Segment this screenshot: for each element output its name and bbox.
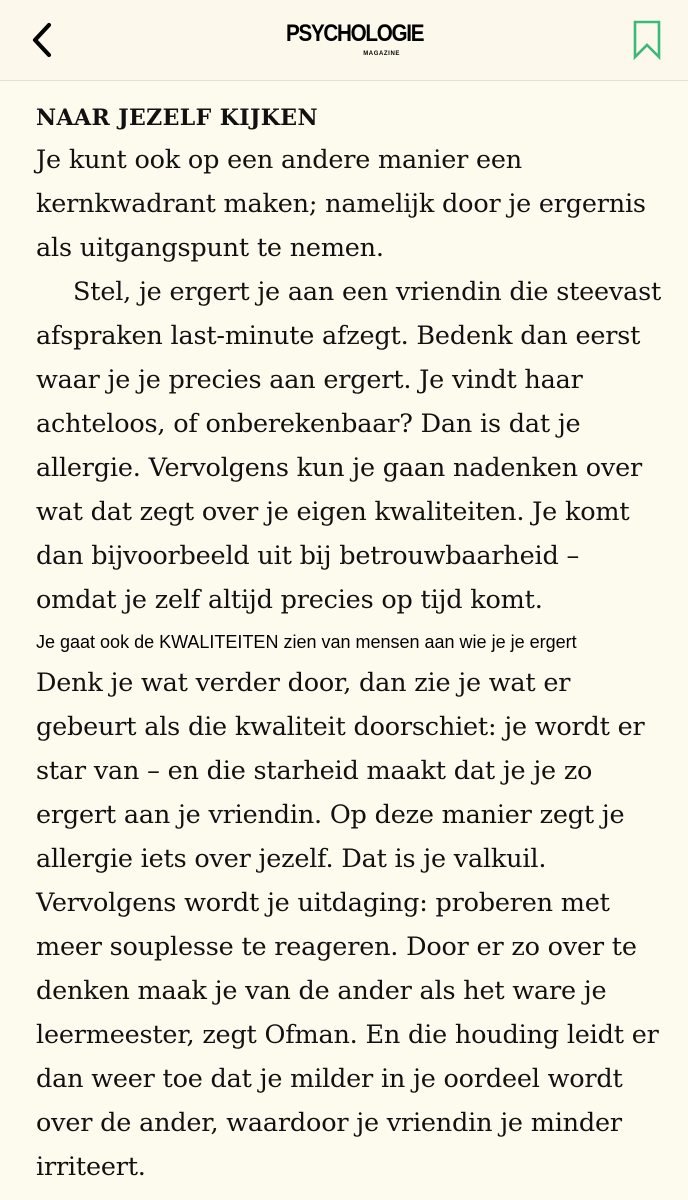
highlight-annotation: Je gaat ook de KWALITEITEN zien van mensen aan wie je je ergert	[36, 632, 577, 652]
article-paragraph-1: Je kunt ook op een andere manier een kernkwadrant maken; namelijk door je ergernis als uitgangspunt te nemen.	[36, 145, 646, 263]
logo-text: PSYCHOLOGIE	[286, 20, 424, 47]
article-paragraph-2: Stel, je ergert je aan een vriendin die steevast afspraken last-minute afzegt. Bedenk dan eerst waar je je precies aan ergert. Je vindt haar achteloos, of onberekenbaar? Dan is dat je allergie. Vervolgens kun je gaan nadenken over wat dat zegt over je eigen kwaliteiten. Je komt dan bijvoorbeeld uit bij betrouwbaarheid – omdat je zelf altijd precies op tijd komt.	[36, 277, 662, 615]
logo-subtext: MAGAZINE	[363, 51, 400, 57]
top-bar	[0, 0, 688, 81]
article-body	[36, 98, 666, 1189]
section-heading: NAAR JEZELF KIJKEN	[36, 105, 318, 131]
back-button[interactable]	[22, 20, 62, 60]
bookmark-button[interactable]	[628, 16, 666, 64]
bookmark-icon	[632, 20, 662, 60]
chevron-left-icon	[30, 22, 54, 58]
article-paragraph-3: Denk je wat verder door, dan zie je wat er gebeurt als die kwaliteit doorschiet: je wordt er star van – en die starheid maakt dat je je zo ergert aan je vriendin. Op deze manier zegt je allergie iets over jezelf. Dat is je valkuil. Vervolgens wordt je uitdaging: proberen met meer souplesse te reageren. Door er zo over te denken maak je van de ander als het ware je leermeester, zegt Ofman. En die houding leidt er dan weer toe dat je milder in je oordeel wordt over de ander, waardoor je vriendin je minder irriteert.	[36, 668, 659, 1182]
magazine-logo	[286, 20, 424, 64]
